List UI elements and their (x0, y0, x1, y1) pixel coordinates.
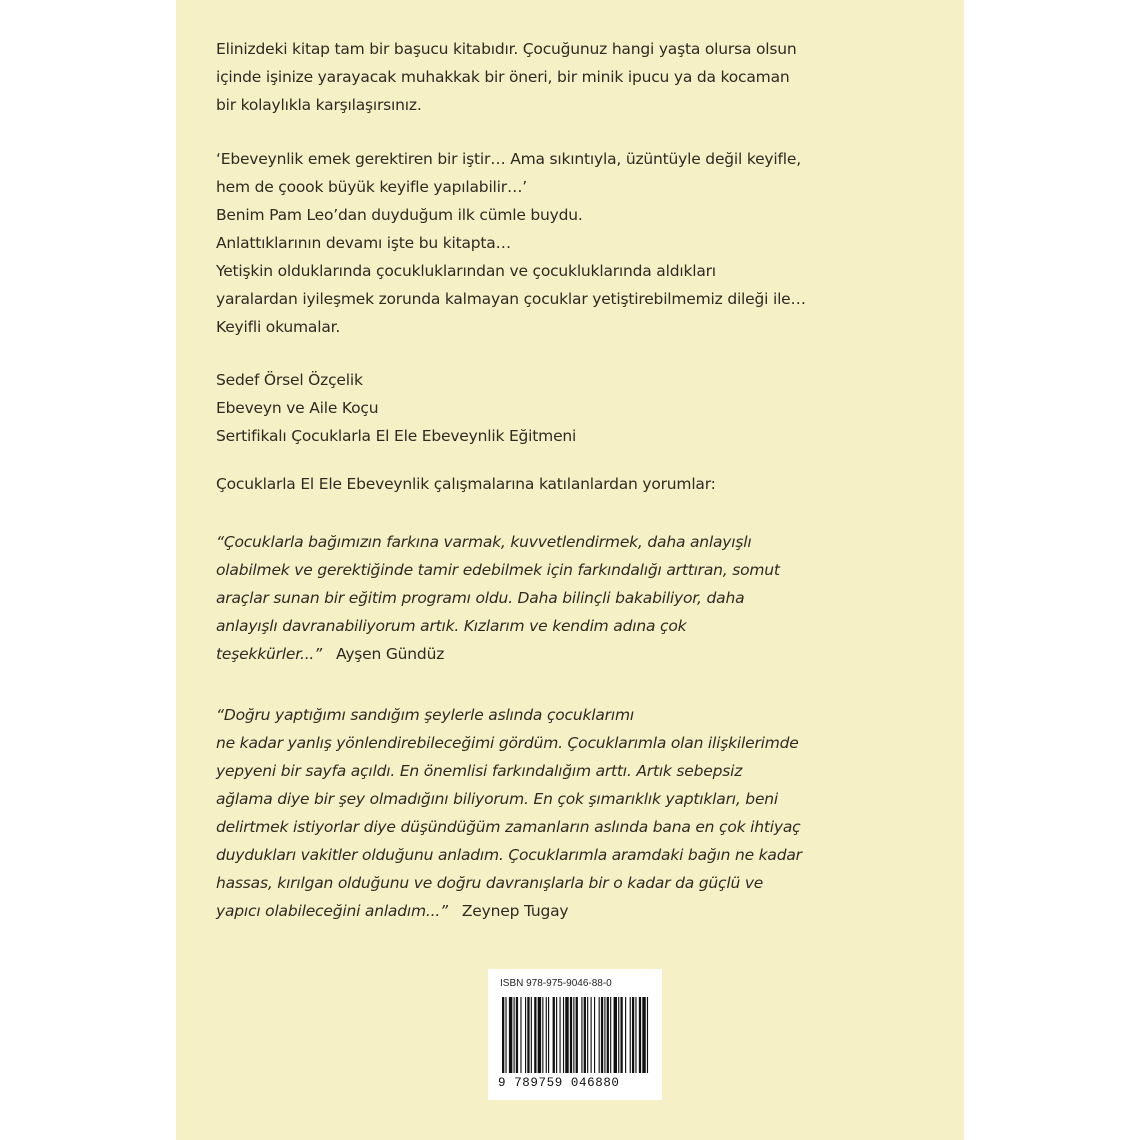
barcode-bar (599, 997, 600, 1073)
intro-line: içinde işinize yarayacak muhakkak bir öneri, bir minik ipucu ya da kocaman (216, 68, 790, 86)
barcode-bar (581, 997, 582, 1073)
quote-paragraph (216, 145, 846, 341)
testimonial-closing: yapıcı olabileceğini anladım...” (216, 902, 448, 920)
barcode-bar (630, 997, 631, 1073)
barcode-bar (635, 997, 636, 1073)
barcode-bar (563, 997, 564, 1073)
quote-line: ‘Ebeveynlik emek gerektiren bir iştir… Ama sıkıntıyla, üzüntüyle değil keyifle, (216, 150, 801, 168)
testimonial-line: delirtmek istiyorlar diye düşündüğüm zamanların aslında bana en çok ihtiyaç (216, 818, 801, 836)
barcode-bar (514, 997, 515, 1073)
testimonial-zeynep (216, 701, 846, 925)
barcode-bar (587, 997, 588, 1073)
barcode-bar (594, 997, 595, 1073)
barcode-bar (531, 997, 532, 1073)
comments-heading: Çocuklarla El Ele Ebeveynlik çalışmalarına katılanlardan yorumlar: (216, 475, 716, 493)
testimonial-attribution: Zeynep Tugay (461, 902, 569, 920)
barcode-bar (542, 997, 543, 1073)
barcode-bar (538, 997, 541, 1073)
testimonial-line: ağlama diye bir şey olmadığını biliyorum. En çok şımarıklık yaptıkları, beni (216, 790, 779, 808)
intro-line: bir kolaylıkla karşılaşırsınız. (216, 96, 422, 114)
barcode-bar (565, 997, 568, 1073)
isbn-label: ISBN 978-975-9046-88-0 (500, 978, 612, 989)
barcode-bar (548, 997, 549, 1073)
quote-line: hem de çoook büyük keyifle yapılabilir…’ (216, 178, 527, 196)
author-title: Ebeveyn ve Aile Koçu (216, 399, 379, 417)
barcode-bar (525, 997, 526, 1073)
isbn-barcode (488, 969, 662, 1100)
author-name: Sedef Örsel Özçelik (216, 371, 363, 389)
barcode-bar (610, 997, 611, 1073)
testimonial-line: ne kadar yanlış yönlendirebileceğimi gördüm. Çocuklarımla olan ilişkilerimde (216, 734, 799, 752)
quote-line: Keyifli okumalar. (216, 318, 341, 336)
barcode-bar (560, 997, 561, 1073)
testimonial-line: araçlar sunan bir eğitim programı oldu. Daha bilinçli bakabiliyor, daha (216, 589, 745, 607)
quote-line: Yetişkin olduklarında çocukluklarından ve çocukluklarında aldıkları (216, 262, 716, 280)
barcode-bar (516, 997, 518, 1073)
barcode-bar (502, 997, 504, 1073)
testimonial-line: olabilmek ve gerektiğinde tamir edebilmek için farkındalığı arttıran, somut (216, 561, 780, 579)
author-certification: Sertifikalı Çocuklarla El Ele Ebeveynlik Eğitmeni (216, 427, 577, 445)
testimonial-line: “Çocuklarla bağımızın farkına varmak, kuvvetlendirmek, daha anlayışlı (216, 533, 752, 551)
testimonial-line: yepyeni bir sayfa açıldı. En önemlisi farkındalığım arttı. Artık sebepsiz (216, 762, 743, 780)
barcode-bar (573, 997, 574, 1073)
barcode-bar (546, 997, 547, 1073)
barcode-bar (618, 997, 619, 1073)
barcode-bar (604, 997, 605, 1073)
testimonial-closing: teşekkürler...” (216, 645, 322, 663)
quote-line: Benim Pam Leo’dan duyduğum ilk cümle buydu. (216, 206, 583, 224)
barcode-bar (534, 997, 536, 1073)
barcode-bar (607, 997, 609, 1073)
barcode-bar (584, 997, 586, 1073)
barcode-bar (505, 997, 506, 1073)
barcode-bar (520, 997, 521, 1073)
barcode-bar (556, 997, 557, 1073)
author-block (216, 366, 846, 450)
barcode-bar (509, 997, 512, 1073)
testimonial-ayşen (216, 528, 846, 668)
testimonial-line: anlayışlı davranabiliyorum artık. Kızlarım ve kendim adına çok (216, 617, 687, 635)
barcode-bar (527, 997, 529, 1073)
barcode-bar (632, 997, 634, 1073)
intro-paragraph (216, 35, 846, 119)
testimonial-last-line (216, 897, 846, 925)
barcode-digits: 9 789759 046880 (498, 1076, 620, 1090)
testimonial-line: duydukları vakitler olduğunu anladım. Çocuklarımla aramdaki bağın ne kadar (216, 846, 802, 864)
barcode-bar (625, 997, 626, 1073)
quote-line: Anlattıklarının devamı işte bu kitapta… (216, 234, 511, 252)
barcode-bar (642, 997, 645, 1073)
intro-line: Elinizdeki kitap tam bir başucu kitabıdır. Çocuğunuz hangi yaşta olursa olsun (216, 40, 797, 58)
barcode-bar (614, 997, 617, 1073)
barcode-bar (576, 997, 578, 1073)
barcode-bar (570, 997, 572, 1073)
quote-line: yaralardan iyileşmek zorunda kalmayan çocuklar yetiştirebilmemiz dileği ile… (216, 290, 806, 308)
testimonial-line: “Doğru yaptığımı sandığım şeylerle aslında çocuklarımı (216, 706, 634, 724)
testimonial-line: hassas, kırılgan olduğunu ve doğru davranışlarla bir o kadar da güçlü ve (216, 874, 764, 892)
testimonial-last-line (216, 640, 846, 668)
barcode-bar (601, 997, 603, 1073)
barcode-bar (553, 997, 555, 1073)
barcode-bars (500, 997, 650, 1075)
barcode-bar (620, 997, 622, 1073)
barcode-bar (647, 997, 648, 1073)
barcode-bar (591, 997, 592, 1073)
barcode-bar (639, 997, 641, 1073)
comments-heading-block (216, 470, 846, 498)
testimonial-attribution: Ayşen Gündüz (335, 645, 445, 663)
